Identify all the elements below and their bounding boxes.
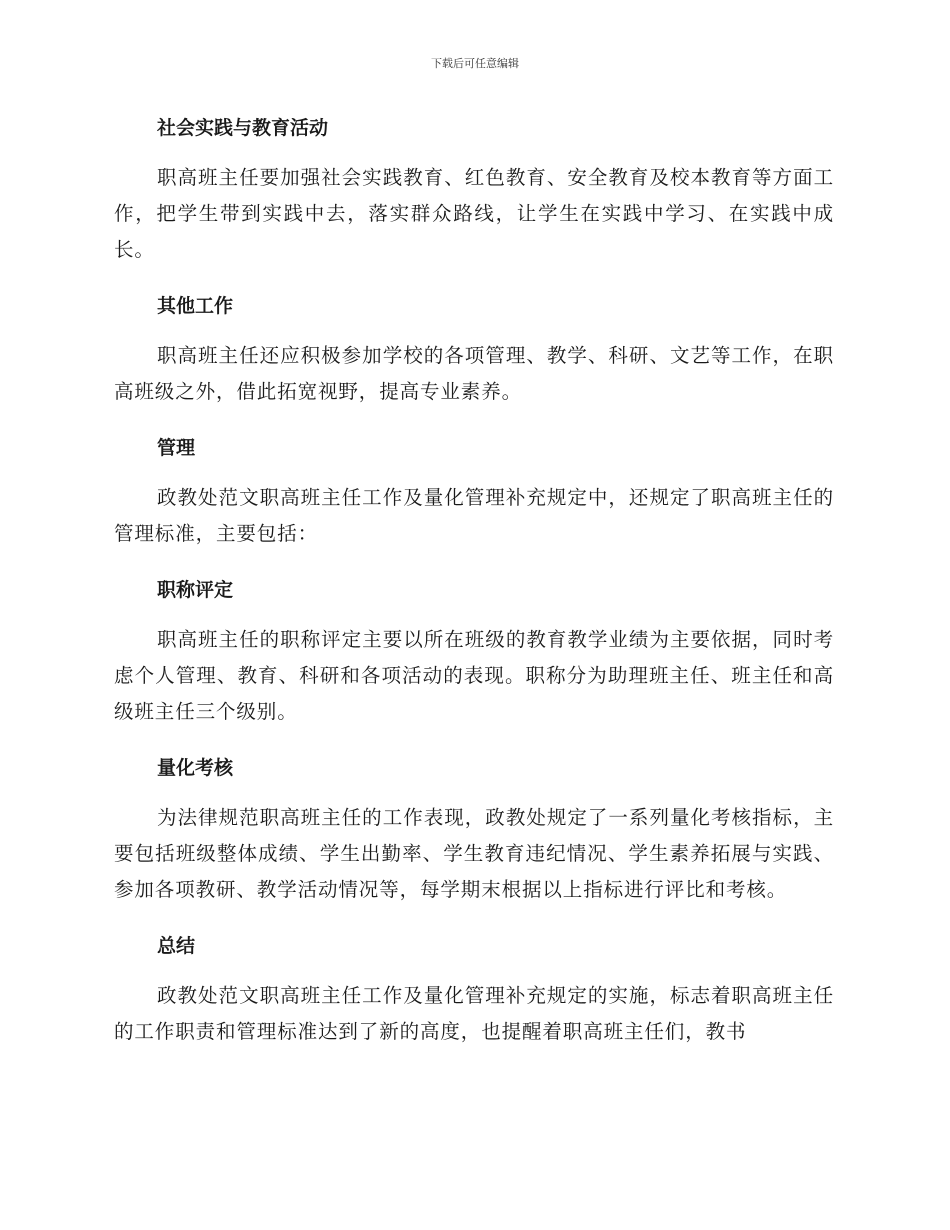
section-paragraph: 政教处范文职高班主任工作及量化管理补充规定的实施，标志着职高班主任的工作职责和管理标准达到了新的高度，也提醒着职高班主任们，教书 xyxy=(114,984,834,1043)
section-paragraph: 政教处范文职高班主任工作及量化管理补充规定中，还规定了职高班主任的管理标准，主要包括： xyxy=(114,486,834,545)
document-body xyxy=(114,108,834,1068)
section-heading: 量化考核 xyxy=(157,757,234,779)
section-title-evaluation xyxy=(114,570,834,730)
section-quantitative-assessment xyxy=(114,748,834,908)
section-heading: 职称评定 xyxy=(157,579,234,601)
section-paragraph: 职高班主任的职称评定主要以所在班级的教育教学业绩为主要依据，同时考虑个人管理、教育、科研和各项活动的表现。职称分为助理班主任、班主任和高级班主任三个级别。 xyxy=(114,628,834,723)
section-paragraph: 职高班主任要加强社会实践教育、红色教育、安全教育及校本教育等方面工作，把学生带到实践中去，落实群众路线，让学生在实践中学习、在实践中成长。 xyxy=(114,166,834,261)
section-heading: 其他工作 xyxy=(157,295,234,317)
page-header: 下载后可任意编辑 xyxy=(431,57,519,70)
section-heading: 总结 xyxy=(157,935,196,957)
section-heading: 社会实践与教育活动 xyxy=(157,117,329,139)
section-summary xyxy=(114,926,834,1050)
section-management xyxy=(114,428,834,552)
section-social-practice xyxy=(114,108,834,268)
section-paragraph: 为法律规范职高班主任的工作表现，政教处规定了一系列量化考核指标，主要包括班级整体成绩、学生出勤率、学生教育违纪情况、学生素养拓展与实践、参加各项教研、教学活动情况等，每学期末根据以上指标进行评比和考核。 xyxy=(114,806,834,901)
section-other-work xyxy=(114,286,834,410)
section-paragraph: 职高班主任还应积极参加学校的各项管理、教学、科研、文艺等工作，在职高班级之外，借此拓宽视野，提高专业素养。 xyxy=(114,344,834,403)
section-heading: 管理 xyxy=(157,437,196,459)
